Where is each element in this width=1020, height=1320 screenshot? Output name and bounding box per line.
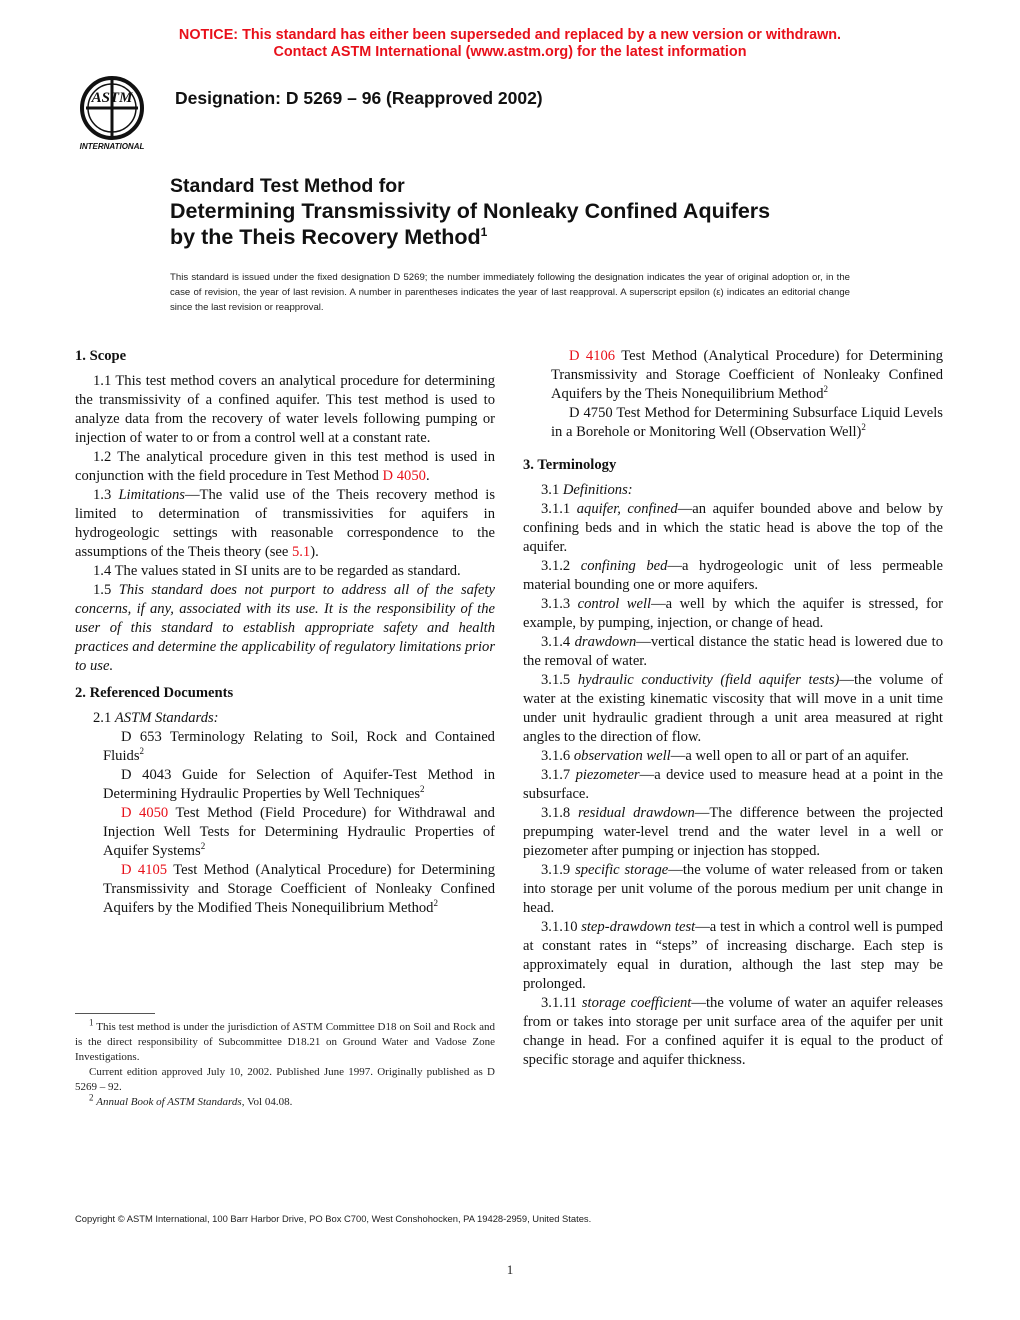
ref-item: D 4106 Test Method (Analytical Procedure) for Determining Transmissivity and Storage Coefficient of Nonleaky Confined Aquifers by the Theis Nonequilibrium Method$^2$ [551, 348, 943, 402]
ref-item: D 4750 Test Method for Determining Subsurface Liquid Levels in a Borehole or Monitoring Well (Observation Well)$^2$ [551, 405, 943, 440]
definition: 3.1.1 aquifer, confined—an aquifer bounded above and below by confining beds and in which the static head is above the top of the aquifer. [523, 501, 943, 555]
notice-line-2: Contact ASTM International (www.astm.org) for the latest information [273, 44, 747, 60]
ref-item: D 4105 Test Method (Analytical Procedure) for Determining Transmissivity and Storage Coefficient of Nonleaky Confined Aquifers by the Modified Theis Nonequilibrium Method$^2$ [103, 862, 495, 916]
ref-item: D 4050 Test Method (Field Procedure) for Withdrawal and Injection Well Tests for Determining Hydraulic Properties of Aquifer Systems$^2$ [103, 805, 495, 859]
definition: 3.1.11 storage coefficient—the volume of water an aquifer releases from or takes into storage per unit surface area of the aquifer per unit change in head. For a confined aquifer it is equal to the product of specific storage and aquifer thickness. [523, 995, 943, 1068]
footnote-1b: Current edition approved July 10, 2002. Published June 1997. Originally published as D 5269 – 92. [75, 1066, 495, 1093]
page-number: 1 [506, 1262, 514, 1277]
link-d4050-ref[interactable]: D 4050 [121, 805, 169, 821]
terminology-3-1: 3.1 Definitions: [541, 482, 633, 498]
title-footnote-mark[interactable]: 1 [480, 224, 488, 239]
scope-1-5: 1.5 This standard does not purport to address all of the safety concerns, if any, associated with its use. It is the responsibility of the user of this standard to establish appropriate safety and health practices and determine the applicability of regulatory limitations prior to use. [75, 582, 495, 674]
document-title [170, 174, 930, 250]
refdocs-heading: 2. Referenced Documents [75, 685, 234, 701]
scope-1-3: 1.3 Limitations—The valid use of the Theis recovery method is limited to determination of transmissivities for aquifers in hydrogeologic settings with reasonable correspondence to the assumptions of the Theis theory (see 5.1). [75, 487, 496, 560]
left-column [75, 347, 495, 918]
definition: 3.1.6 observation well—a well open to all or part of an aquifer. [541, 748, 910, 764]
scope-1-1: 1.1 This test method covers an analytical procedure for determining the transmissivity of a confined aquifer. This test method is used to analyze data from the recovery of water levels following pumping or injection of water to or from a control well at a constant rate. [75, 373, 495, 446]
footnote-rule [75, 1013, 155, 1014]
title-line-1: Standard Test Method for [170, 175, 405, 197]
svg-text:INTERNATIONAL: INTERNATIONAL [79, 142, 145, 151]
right-column [523, 347, 943, 1070]
link-d4106-ref[interactable]: D 4106 [569, 348, 616, 364]
issuance-statement: This standard is issued under the fixed designation D 5269; the number immediately following the designation indicates the year of original adoption or, in the case of revision, the year of last revision. A number in parentheses indicates the year of last reapproval. A superscript epsilon (ε) indicates an editorial change since the last revision or reapproval. [170, 272, 850, 313]
definition: 3.1.8 residual drawdown—The difference between the projected prepumping water-level trend and the water level in a well or piezometer after pumping or injection has stopped. [523, 805, 943, 859]
copyright-notice: Copyright © ASTM International, 100 Barr Harbor Drive, PO Box C700, West Conshohocken, PA 19428-2959, United States. [75, 1213, 592, 1224]
scope-1-4: 1.4 The values stated in SI units are to be regarded as standard. [93, 563, 461, 579]
scope-1-2: 1.2 The analytical procedure given in this test method is used in conjunction with the field procedure in Test Method D 4050. [75, 449, 495, 484]
link-section-5-1[interactable]: 5.1 [291, 544, 311, 560]
ref-item: D 653 Terminology Relating to Soil, Rock and Contained Fluids$^2$ [103, 729, 495, 764]
definition: 3.1.5 hydraulic conductivity (field aquifer tests)—the volume of water at the existing kinematic viscosity that will move in a unit time under unit hydraulic gradient through a unit area measured at right angles to the direction of flow. [523, 672, 943, 745]
definition: 3.1.7 piezometer—a device used to measure head at a point in the subsurface. [523, 767, 943, 802]
notice-line-1: NOTICE: This standard has either been superseded and replaced by a new version or withdrawn. [178, 27, 842, 43]
link-d4050[interactable]: D 4050 [382, 468, 426, 484]
definition: 3.1.2 confining bed—a hydrogeologic unit of less permeable material bounding one or more aquifers. [523, 558, 943, 593]
astm-logo [66, 72, 164, 152]
title-line-2: Determining Transmissivity of Nonleaky Confined Aquifers [170, 199, 771, 223]
designation: Designation: D 5269 – 96 (Reapproved 2002) [175, 88, 543, 108]
withdrawal-notice [0, 27, 1020, 61]
title-line-3: by the Theis Recovery Method$^1$ [170, 224, 488, 249]
refdocs-2-1: 2.1 ASTM Standards: [93, 710, 219, 726]
definition: 3.1.4 drawdown—vertical distance the static head is lowered due to the removal of water. [523, 634, 944, 669]
footnote-2: $^2$ Annual Book of ASTM Standards, Vol 04.08. [89, 1092, 293, 1108]
terminology-heading: 3. Terminology [523, 457, 617, 473]
scope-heading: 1. Scope [75, 348, 127, 364]
footnotes [75, 1013, 495, 1110]
ref-item: D 4043 Guide for Selection of Aquifer-Test Method in Determining Hydraulic Properties by Well Techniques$^2$ [103, 767, 495, 802]
footnote-1: $^1$ This test method is under the jurisdiction of ASTM Committee D18 on Soil and Rock and is the direct responsibility of Subcommittee D18.21 on Ground Water and Vadose Zone Investigations. [75, 1017, 495, 1063]
link-d4105-ref[interactable]: D 4105 [121, 862, 168, 878]
definition: 3.1.3 control well—a well by which the aquifer is stressed, for example, by pumping, injection, or change of head. [523, 596, 943, 631]
definition: 3.1.9 specific storage—the volume of water released from or taken into storage per unit volume of the porous medium per unit change in head. [523, 862, 943, 916]
definition: 3.1.10 step-drawdown test—a test in which a control well is pumped at constant rates in “steps” of increasing discharge. Each step is approximately equal in duration, although the last step may be prolonged. [523, 919, 943, 992]
svg-text:ASTM: ASTM [91, 90, 133, 106]
